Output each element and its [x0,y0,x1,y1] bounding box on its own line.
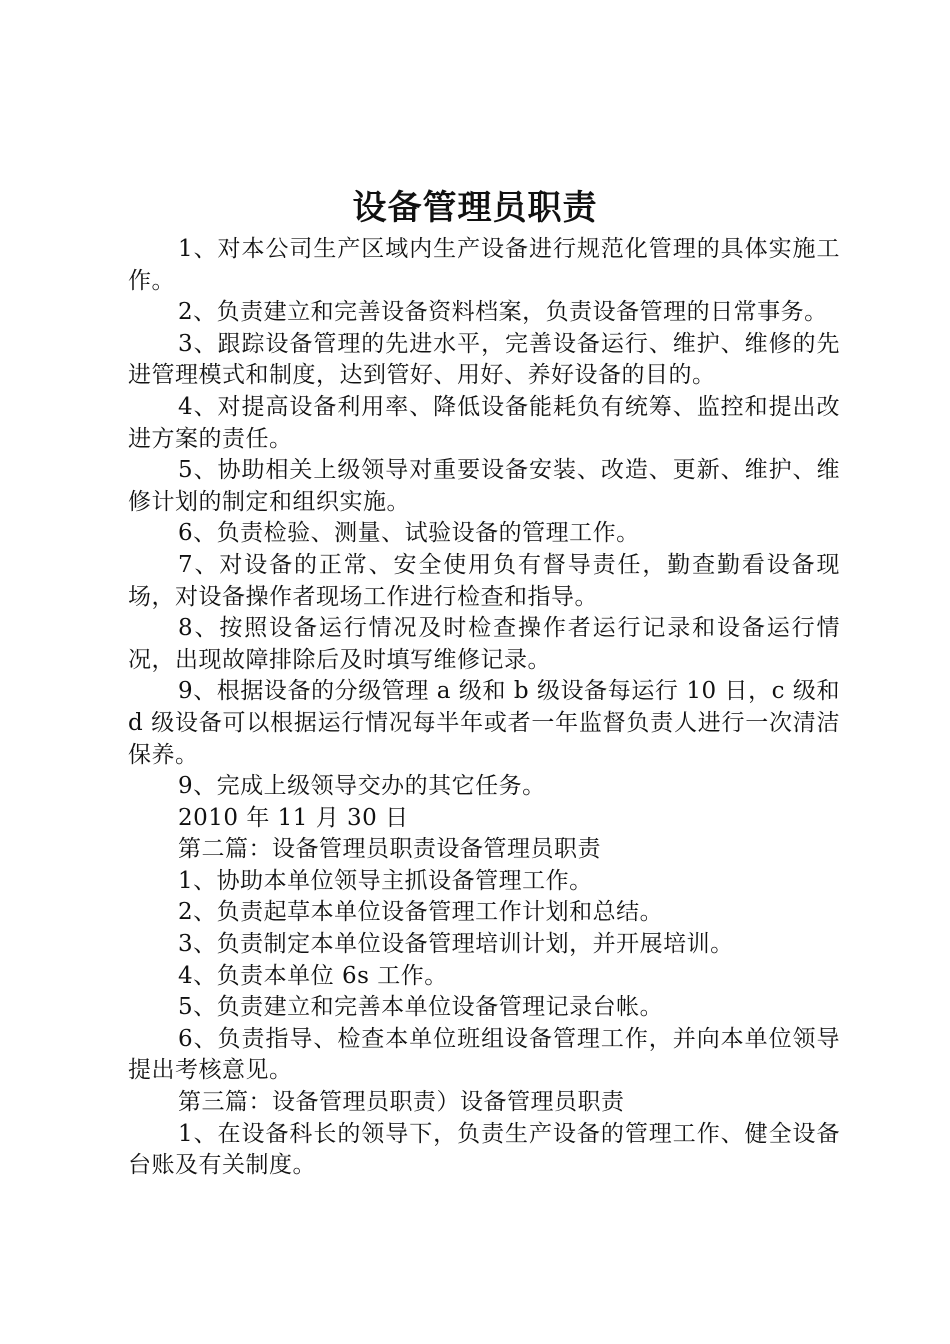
paragraph: 3、负责制定本单位设备管理培训计划，并开展培训。 [178,931,734,958]
document-body [128,234,840,1182]
document-title: 设备管理员职责 [352,188,598,228]
paragraph: 9、完成上级领导交办的其它任务。 [178,773,546,800]
section-heading: 第三篇：设备管理员职责）设备管理员职责 [178,1089,625,1116]
date-line: 2010 年 11 月 30 日 [178,804,409,831]
paragraph: 2、负责建立和完善设备资料档案，负责设备管理的日常事务。 [178,299,828,326]
paragraph: 8、按照设备运行情况及时检查操作者运行记录和设备运行情况，出现故障排除后及时填写维修记录。 [128,615,840,673]
paragraph: 1、协助本单位领导主抓设备管理工作。 [178,867,593,894]
paragraph: 1、在设备科长的领导下，负责生产设备的管理工作、健全设备台账及有关制度。 [128,1120,840,1179]
paragraph: 4、对提高设备利用率、降低设备能耗负有统筹、监控和提出改进方案的责任。 [128,393,840,452]
section-heading: 第二篇：设备管理员职责设备管理员职责 [178,836,601,863]
paragraph: 3、跟踪设备管理的先进水平，完善设备运行、维护、维修的先进管理模式和制度，达到管好、用好、养好设备的目的。 [128,330,840,389]
paragraph: 5、协助相关上级领导对重要设备安装、改造、更新、维护、维修计划的制定和组织实施。 [128,457,840,515]
paragraph: 6、负责检验、测量、试验设备的管理工作。 [178,520,640,547]
paragraph: 7、对设备的正常、安全使用负有督导责任，勤查勤看设备现场，对设备操作者现场工作进行检查和指导。 [128,551,840,610]
paragraph: 4、负责本单位 6s 工作。 [178,962,448,989]
paragraph: 9、根据设备的分级管理 a 级和 b 级设备每运行 10 日，c 级和 d 级设备可以根据运行情况每半年或者一年监督负责人进行一次清洁保养。 [128,678,840,768]
paragraph: 2、负责起草本单位设备管理工作计划和总结。 [178,899,664,926]
paragraph: 5、负责建立和完善本单位设备管理记录台帐。 [178,994,664,1021]
paragraph: 6、负责指导、检查本单位班组设备管理工作，并向本单位领导提出考核意见。 [128,1025,840,1084]
paragraph: 1、对本公司生产区域内生产设备进行规范化管理的具体实施工作。 [128,236,840,294]
